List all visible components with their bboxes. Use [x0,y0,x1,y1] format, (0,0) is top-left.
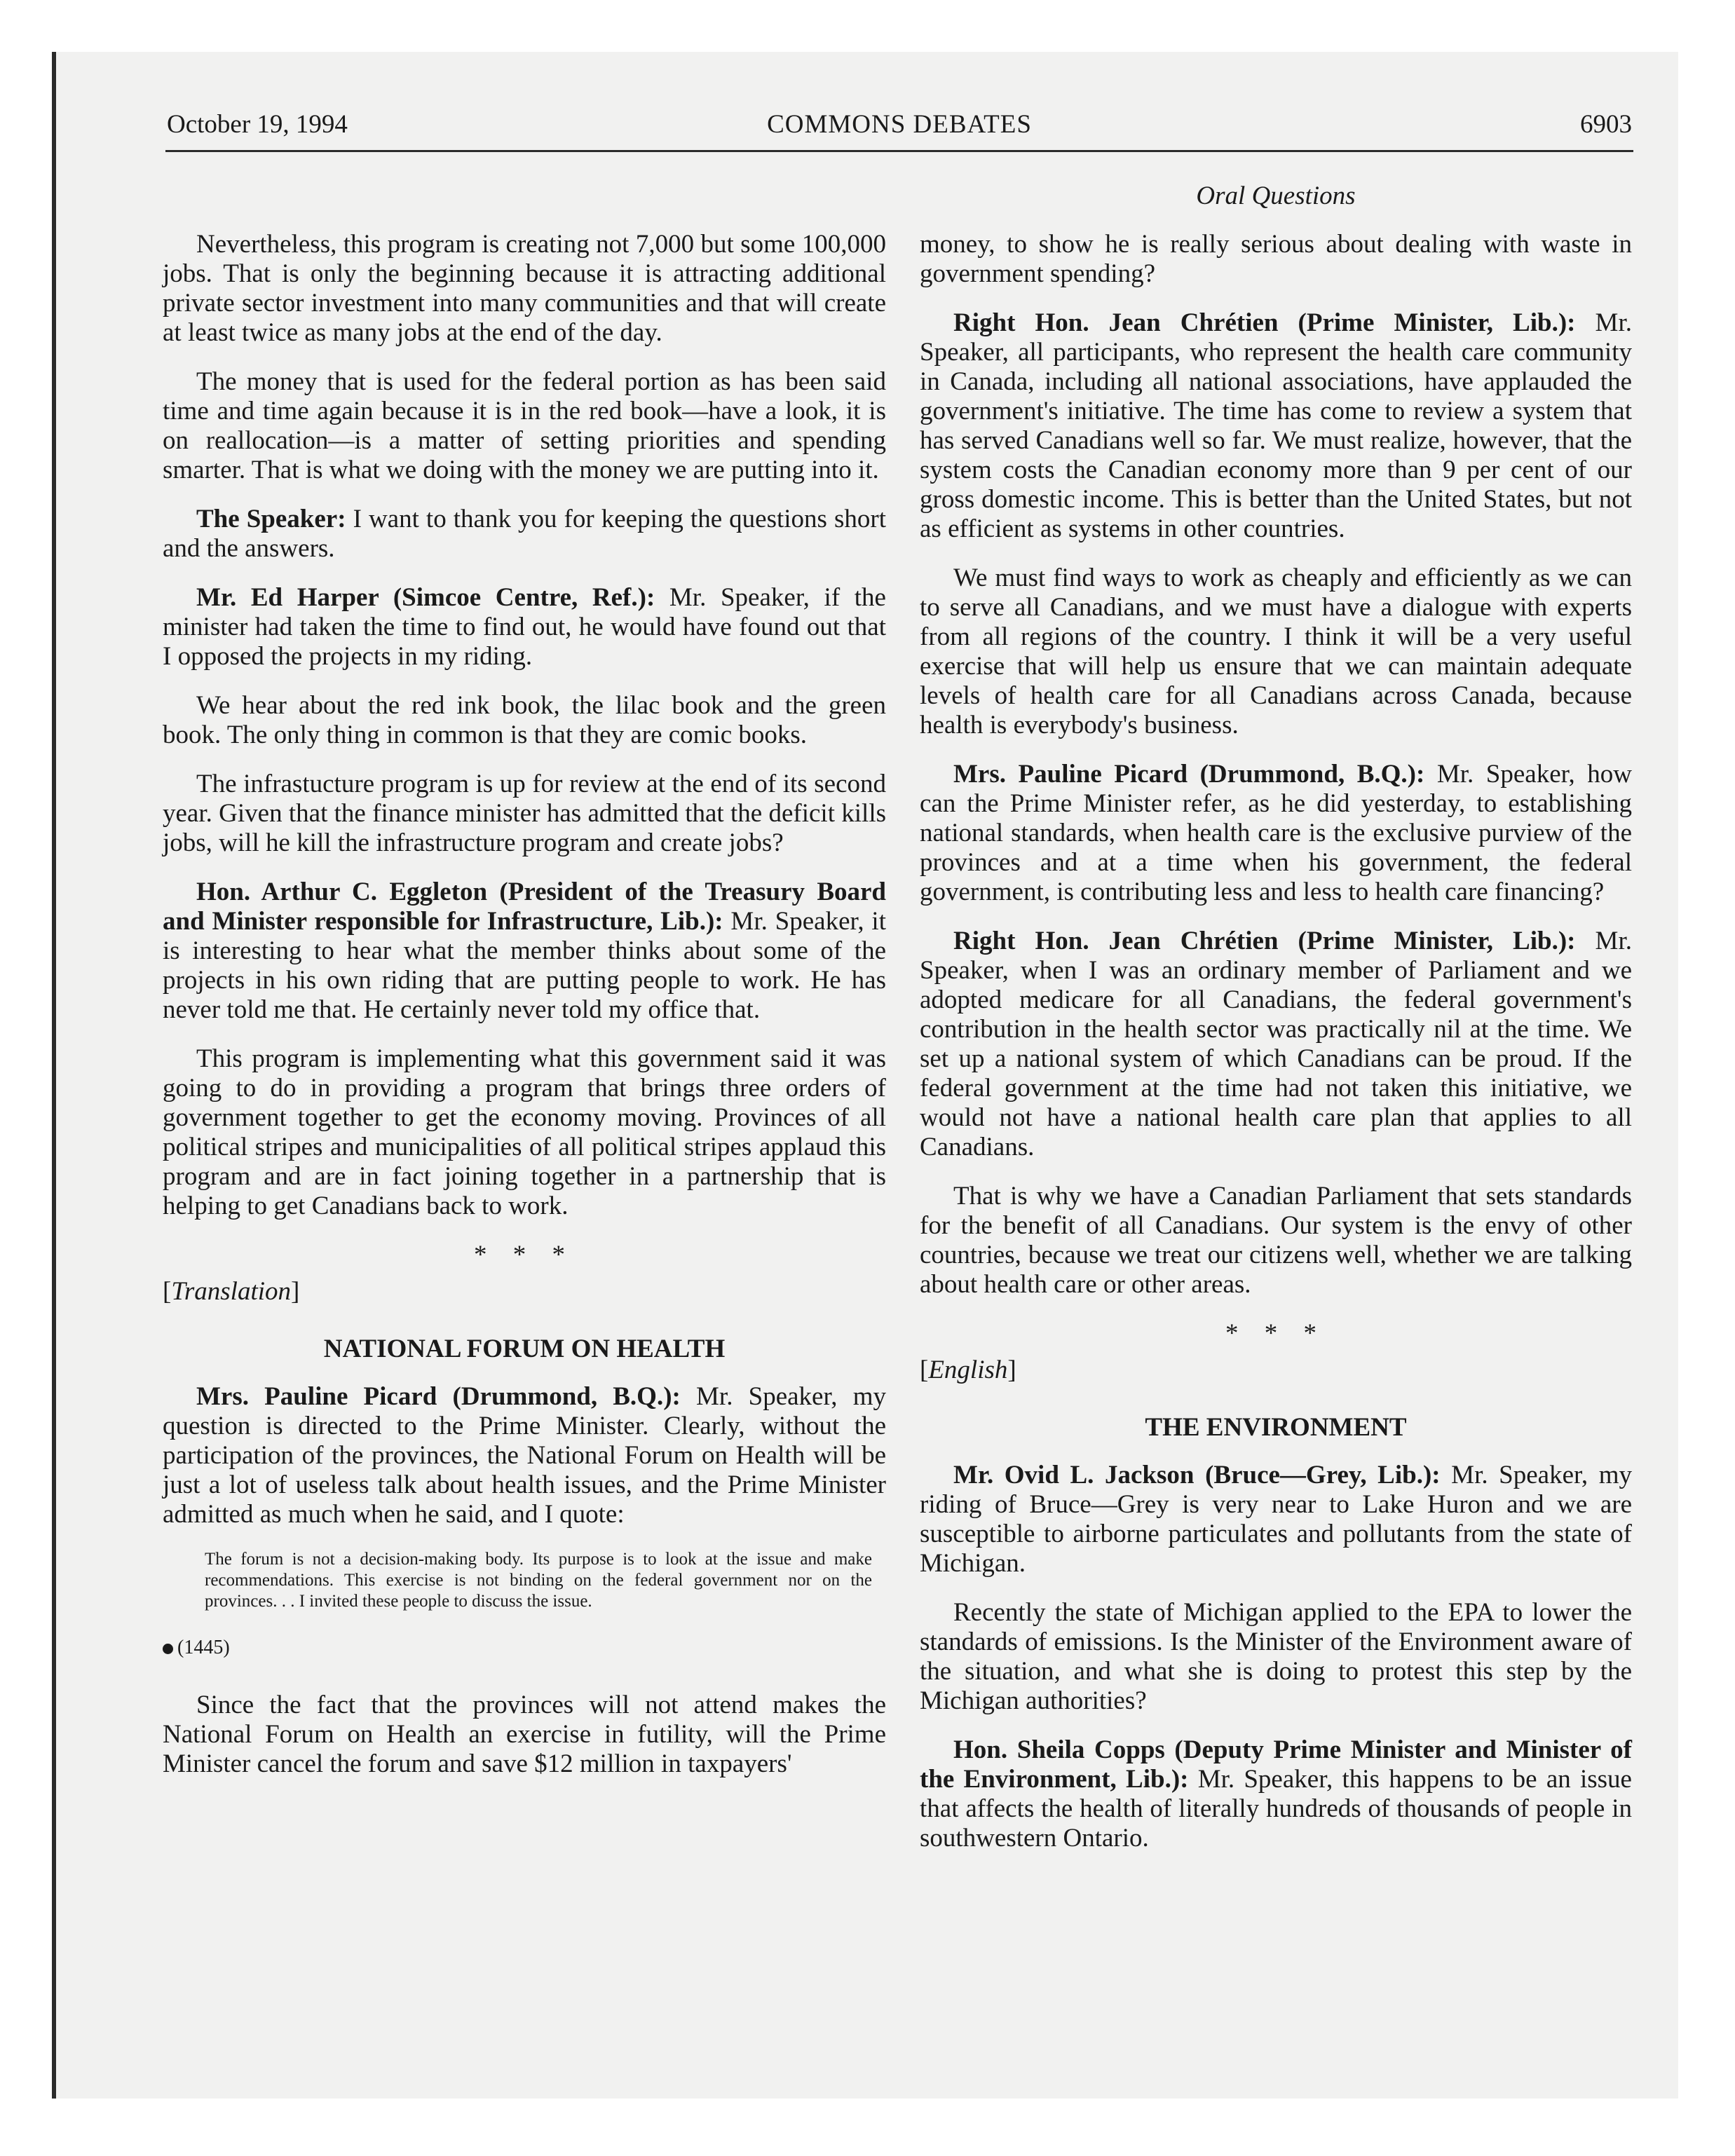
paragraph [920,1461,1632,1578]
section-heading: THE ENVIRONMENT [1145,1413,1407,1442]
speech-text: Mr. Speaker, when I was an ordinary member of Parliament and we adopted medicare for all Canadians, the federal government's contribution in the health sector was practically nil at the time. We set up a national system of which Canadians can be proud. If the federal government at the time had not taken this initiative, we would not have a national health care plan that applies to all Canadians. [920,927,1632,1161]
section-label: Oral Questions [1196,182,1356,210]
time-marker-text: (1445) [177,1637,230,1658]
paragraph: money, to show he is really serious about dealing with waste in government spending? [920,230,1632,288]
paragraph [920,760,1632,907]
speaker-name: Right Hon. Jean Chrétien (Prime Minister, Lib.): [953,308,1576,337]
speech-text: Mr. Speaker, it is interesting to hear what the member thinks about some of the projects in his own riding that are putting people to work. He has never told me that. He certainly never told my office that. [163,907,886,1024]
speech-text: Mr. Speaker, this happens to be an issue that affects the health of literally hundreds of thousands of people in southwestern Ontario. [920,1765,1632,1853]
language-note-text: English [928,1356,1008,1384]
header-date: October 19, 1994 [167,110,348,139]
speaker-name: Mrs. Pauline Picard (Drummond, B.Q.): [953,760,1425,789]
paragraph: Recently the state of Michigan applied to the EPA to lower the standards of emissions. Is the Minister of the Environment aware of the situation, and what she is doing to protest this step by the Michigan authorities? [920,1598,1632,1715]
speech-text: Mr. Speaker, my question is directed to the Prime Minister. Clearly, without the participation of the provinces, the National Forum on Health will be just a lot of useless talk about health issues, and the Prime Minister admitted as much when he said, and I quote: [163,1382,886,1529]
speaker-name: Hon. Arthur C. Eggleton (President of the Treasury Board and Minister responsible for Infrastructure, Lib.): [163,878,886,936]
speaker-name: Mr. Ovid L. Jackson (Bruce—Grey, Lib.): [953,1461,1441,1489]
speech-text: Mr. Speaker, my riding of Bruce—Grey is very near to Lake Huron and we are susceptible to airborne particulates and pollutants from the state of Michigan. [920,1461,1632,1578]
time-marker [163,1633,886,1663]
paragraph [920,927,1632,1162]
speech-text: I want to thank you for keeping the questions short and the answers. [163,505,886,563]
paragraph [163,878,886,1025]
paragraph: Nevertheless, this program is creating not 7,000 but some 100,000 jobs. That is only the beginning because it is attracting additional private sector investment into many communities and that will create at least twice as many jobs at the end of the day. [163,230,886,347]
paragraph: We must find ways to work as cheaply and efficiently as we can to serve all Canadians, and we must have a dialogue with experts from all regions of the country. I think it will be a very useful exercise that will help us ensure that we can maintain adequate levels of health care for all Canadians across Canada, because health is everybody's business. [920,564,1632,739]
header-page-number: 6903 [1580,110,1632,139]
language-note: [Translation] [163,1277,300,1306]
right-column [920,230,1632,1873]
header-title: COMMONS DEBATES [767,110,1032,139]
speaker-name: The Speaker: [196,505,346,533]
scan-edge [52,52,56,2099]
section-separator: * * * [474,1241,575,1269]
bullet-icon [163,1644,173,1654]
language-note-text: Translation [171,1277,292,1306]
paragraph [163,505,886,564]
speaker-name: Mr. Ed Harper (Simcoe Centre, Ref.): [196,583,655,612]
speech-text: Mr. Speaker, all participants, who represent the health care community in Canada, including all national associations, have applauded the government's initiative. The time has come to review a system that has served Canadians well so far. We must realize, however, that the system costs the Canadian economy more than 9 per cent of our gross domestic income. This is better than the United States, but not as efficient as systems in other countries. [920,308,1632,543]
paragraph [163,583,886,671]
section-heading: NATIONAL FORUM ON HEALTH [323,1335,726,1363]
left-column [163,230,886,1799]
running-head [167,109,1632,149]
speech-text: Mr. Speaker, if the minister had taken the time to find out, he would have found out that I opposed the projects in my riding. [163,583,886,671]
speaker-name: Hon. Sheila Copps (Deputy Prime Minister and Minister of the Environment, Lib.): [920,1735,1632,1794]
paragraph: The infrastucture program is up for review at the end of its second year. Given that the finance minister has admitted that the deficit kills jobs, will he kill the infrastructure program and create jobs? [163,770,886,857]
speaker-name: Mrs. Pauline Picard (Drummond, B.Q.): [196,1382,681,1411]
paragraph [163,1382,886,1529]
paragraph: The money that is used for the federal portion as has been said time and time again because it is in the red book—have a look, it is on reallocation—is a matter of setting priorities and spending smarter. That is what we doing with the money we are putting into it. [163,367,886,484]
speaker-name: Right Hon. Jean Chrétien (Prime Minister, Lib.): [953,927,1576,955]
section-separator: * * * [1225,1319,1326,1348]
paragraph: Since the fact that the provinces will not attend makes the National Forum on Health an exercise in futility, will the Prime Minister cancel the forum and save $12 million in taxpayers' [163,1691,886,1778]
header-rule [165,150,1633,152]
paragraph: This program is implementing what this government said it was going to do in providing a program that brings three orders of government together to get the economy moving. Provinces of all political stripes and municipalities of all political stripes applaud this program and are in fact joining together in a partnership that is helping to get Canadians back to work. [163,1044,886,1220]
paragraph: That is why we have a Canadian Parliament that sets standards for the benefit of all Canadians. Our system is the envy of other countries, because we treat our citizens well, whether we are talking about health care or other areas. [920,1182,1632,1299]
block-quote: The forum is not a decision-making body. Its purpose is to look at the issue and make recommendations. This exercise is not binding on the federal government nor on the provinces. . . I invited these people to discuss the issue. [205,1550,872,1611]
language-note: [English] [920,1356,1016,1384]
paragraph: We hear about the red ink book, the lilac book and the green book. The only thing in common is that they are comic books. [163,691,886,749]
speech-text: Mr. Speaker, how can the Prime Minister refer, as he did yesterday, to establishing national standards, when health care is the exclusive purview of the provinces and at a time when his government, the federal government, is contributing less and less to health care financing? [920,760,1632,906]
paragraph [920,308,1632,544]
paragraph [920,1735,1632,1853]
